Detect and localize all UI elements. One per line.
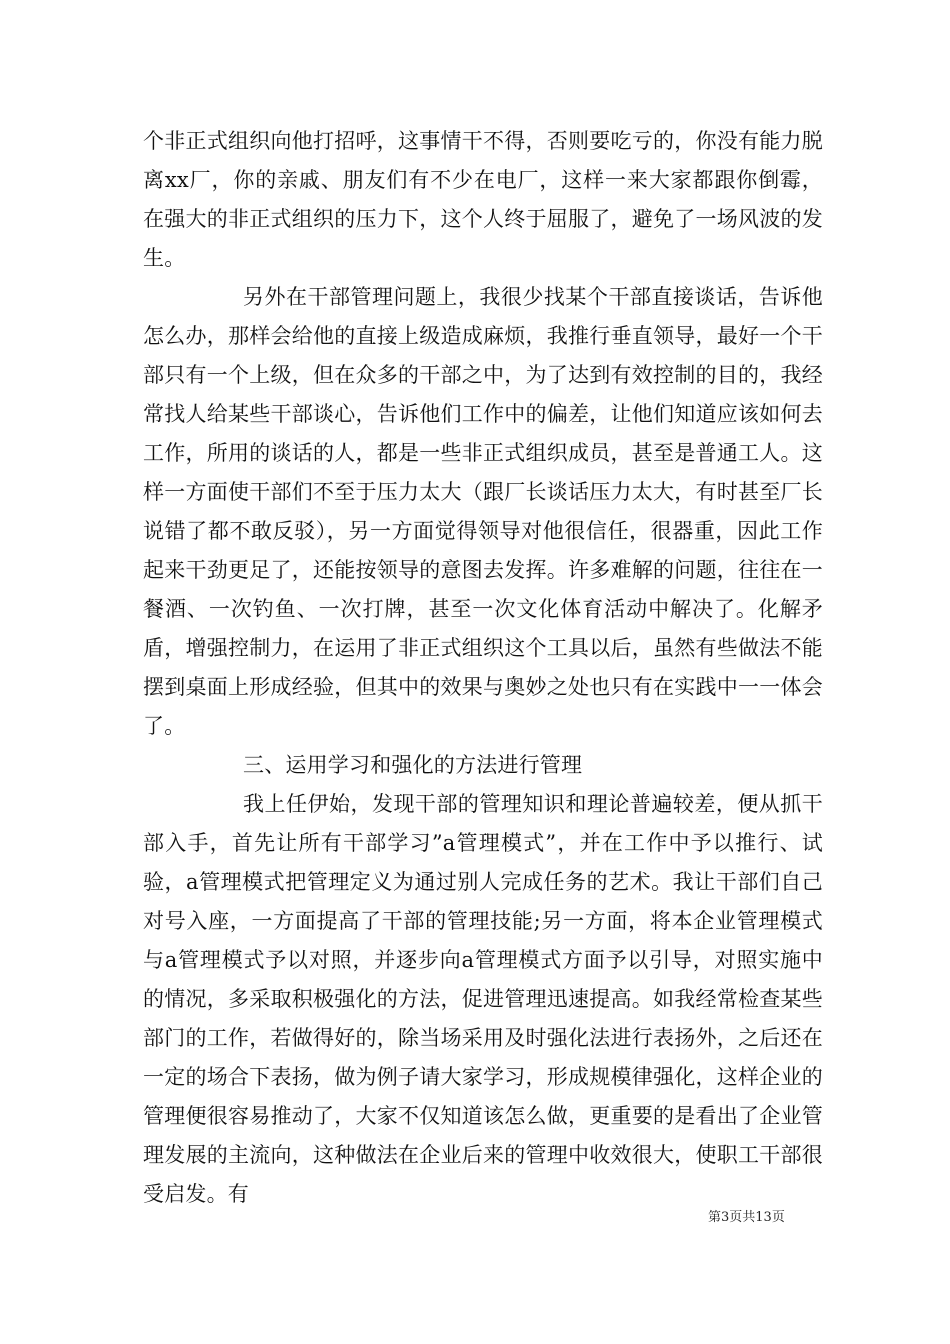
paragraph-continuation: 个非正式组织向他打招呼，这事情干不得，否则要吃亏的，你没有能力脱离xx厂，你的亲戚、朋友们有不少在电厂，这样一来大家都跟你倒霉，在强大的非正式组织的压力下，这个人终于屈服了，避免了一场风波的发生。 [143,129,823,270]
paragraph-learning-reinforcement: 我上任伊始，发现干部的管理知识和理论普遍较差，便从抓干部入手，首先让所有干部学习”a管理模式”，并在工作中予以推行、试验，a管理模式把管理定义为通过别人完成任务的艺术。我让干部们自己对号入座，一方面提高了干部的管理技能;另一方面，将本企业管理模式与a管理模式予以对照，并逐步向a管理模式方面予以引导，对照实施中的情况，多采取积极强化的方法，促进管理迅速提高。如我经常检查某些部门的工作，若做得好的，除当场采用及时强化法进行表扬外，之后还在一定的场合下表扬，做为例子请大家学习，形成规模律强化，这样企业的管理便很容易推动了，大家不仅知道该怎么做，更重要的是看出了企业管理发展的主流向，这种做法在企业后来的管理中收效很大，使职工干部很受启发。有 [143,792,823,1206]
page-number-footer: 第3页共13页 [708,1210,785,1225]
document-body [143,122,823,1214]
section-heading: 三、运用学习和强化的方法进行管理 [243,753,583,777]
paragraph-cadre-management: 另外在干部管理问题上，我很少找某个干部直接谈话，告诉他怎么办，那样会给他的直接上级造成麻烦，我推行垂直领导，最好一个干部只有一个上级，但在众多的干部之中，为了达到有效控制的目的，我经常找人给某些干部谈心，告诉他们工作中的偏差，让他们知道应该如何去工作，所用的谈话的人，都是一些非正式组织成员，甚至是普通工人。这样一方面使干部们不至于压力太大（跟厂长谈话压力太大，有时甚至厂长说错了都不敢反驳），另一方面觉得领导对他很信任，很器重，因此工作起来干劲更足了，还能按领导的意图去发挥。许多难解的问题，往往在一餐酒、一次钓鱼、一次打牌，甚至一次文化体育活动中解决了。化解矛盾，增强控制力，在运用了非正式组织这个工具以后，虽然有些做法不能摆到桌面上形成经验，但其中的效果与奥妙之处也只有在实践中一一体会了。 [143,285,823,738]
